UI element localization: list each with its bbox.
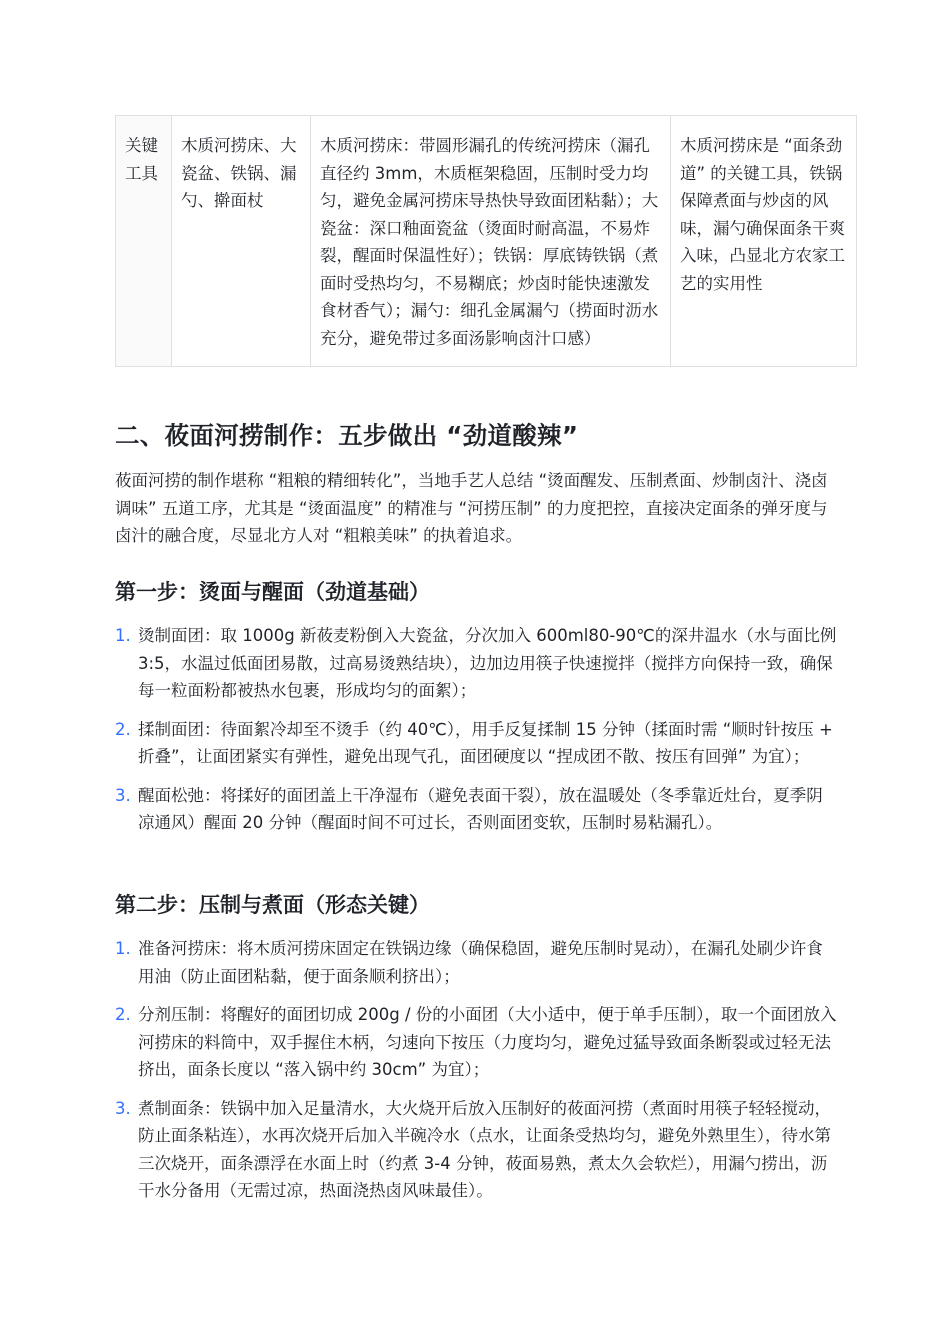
list-number: 2. <box>115 1005 131 1024</box>
list-item-text: 煮制面条：铁锅中加入足量清水，大火烧开后放入压制好的莜面河捞（煮面时用筷子轻轻搅动，防止面条粘连），水再次烧开后加入半碗冷水（点水，让面条受热均匀，避免外熟里生），待水第三次烧开，面条漂浮在水面上时（约煮 3-4 分钟，莜面易熟，煮太久会软烂），用漏勺捞出，沥干水分备用（无需过凉，热面浇热卤风味最佳）。 <box>138 1098 831 1200</box>
list-item <box>115 935 837 990</box>
list-item <box>115 716 837 771</box>
section-heading: 二、莜面河捞制作：五步做出 “劲道酸辣” <box>115 421 579 450</box>
list-item-text: 分剂压制：将醒好的面团切成 200g / 份的小面团（大小适中，便于单手压制），取一个面团放入河捞床的料筒中，双手握住木柄，匀速向下按压（力度均匀，避免过猛导致面条断裂或过轻无法挤出，面条长度以 “落入锅中约 30cm” 为宜）； <box>138 1005 837 1079</box>
table-cell-label: 关键工具 <box>116 116 172 367</box>
list-item <box>115 1001 837 1084</box>
tools-table <box>115 115 857 367</box>
step1-heading: 第一步：烫面与醒面（劲道基础） <box>115 580 430 604</box>
table-cell-note: 木质河捞床是 “面条劲道” 的关键工具，铁锅保障煮面与炒卤的风味，漏勺确保面条干爽入味，凸显北方农家工艺的实用性 <box>671 116 857 367</box>
list-number: 3. <box>115 785 131 805</box>
list-item <box>115 622 837 705</box>
section-intro: 莜面河捞的制作堪称 “粗粮的精细转化”，当地手艺人总结 “烫面醒发、压制煮面、炒制卤汁、浇卤调味” 五道工序，尤其是 “烫面温度” 的精准与 “河捞压制” 的力度把控，直接决定面条的弹牙度与卤汁的融合度，尽显北方人对 “粗粮美味” 的执着追求。 <box>115 471 828 545</box>
list-number: 1. <box>115 626 131 645</box>
list-number: 1. <box>115 939 131 958</box>
list-number: 2. <box>115 719 131 739</box>
list-item-text: 准备河捞床：将木质河捞床固定在铁锅边缘（确保稳固，避免压制时晃动），在漏孔处刷少许食用油（防止面团粘黏，便于面条顺利挤出）； <box>138 939 823 986</box>
list-item <box>115 1095 837 1205</box>
table-cell-items: 木质河捞床、大瓷盆、铁锅、漏勺、擀面杖 <box>172 116 311 367</box>
step2-list <box>115 935 837 1216</box>
table-cell-description: 木质河捞床：带圆形漏孔的传统河捞床（漏孔直径约 3mm，木质框架稳固，压制时受力均匀，避免金属河捞床导热快导致面团粘黏）；大瓷盆：深口釉面瓷盆（烫面时耐高温，不易炸裂，醒面时保温性好）；铁锅：厚底铸铁锅（煮面时受热均匀，不易糊底；炒卤时能快速激发食材香气）；漏勺：细孔金属漏勺（捞面时沥水充分，避免带过多面汤影响卤汁口感） <box>311 116 671 367</box>
list-item <box>115 782 837 837</box>
list-item-text: 烫制面团：取 1000g 新莜麦粉倒入大瓷盆，分次加入 600ml80-90℃的深井温水（水与面比例 3:5，水温过低面团易散，过高易烫熟结块），边加边用筷子快速搅拌（搅拌方向保持一致，确保每一粒面粉都被热水包裹，形成均匀的面絮）； <box>138 626 837 700</box>
step2-heading: 第二步：压制与煮面（形态关键） <box>115 893 430 917</box>
list-number: 3. <box>115 1098 131 1118</box>
list-item-text: 醒面松弛：将揉好的面团盖上干净湿布（避免表面干裂），放在温暖处（冬季靠近灶台，夏季阴凉通风）醒面 20 分钟（醒面时间不可过长，否则面团变软，压制时易粘漏孔）。 <box>138 785 823 832</box>
table-row <box>116 116 857 367</box>
list-item-text: 揉制面团：待面絮冷却至不烫手（约 40℃），用手反复揉制 15 分钟（揉面时需 “顺时针按压 + 折叠”，让面团紧实有弹性，避免出现气孔，面团硬度以 “捏成团不散、按压有回弹” 为宜）； <box>138 719 833 766</box>
step1-list <box>115 622 837 848</box>
